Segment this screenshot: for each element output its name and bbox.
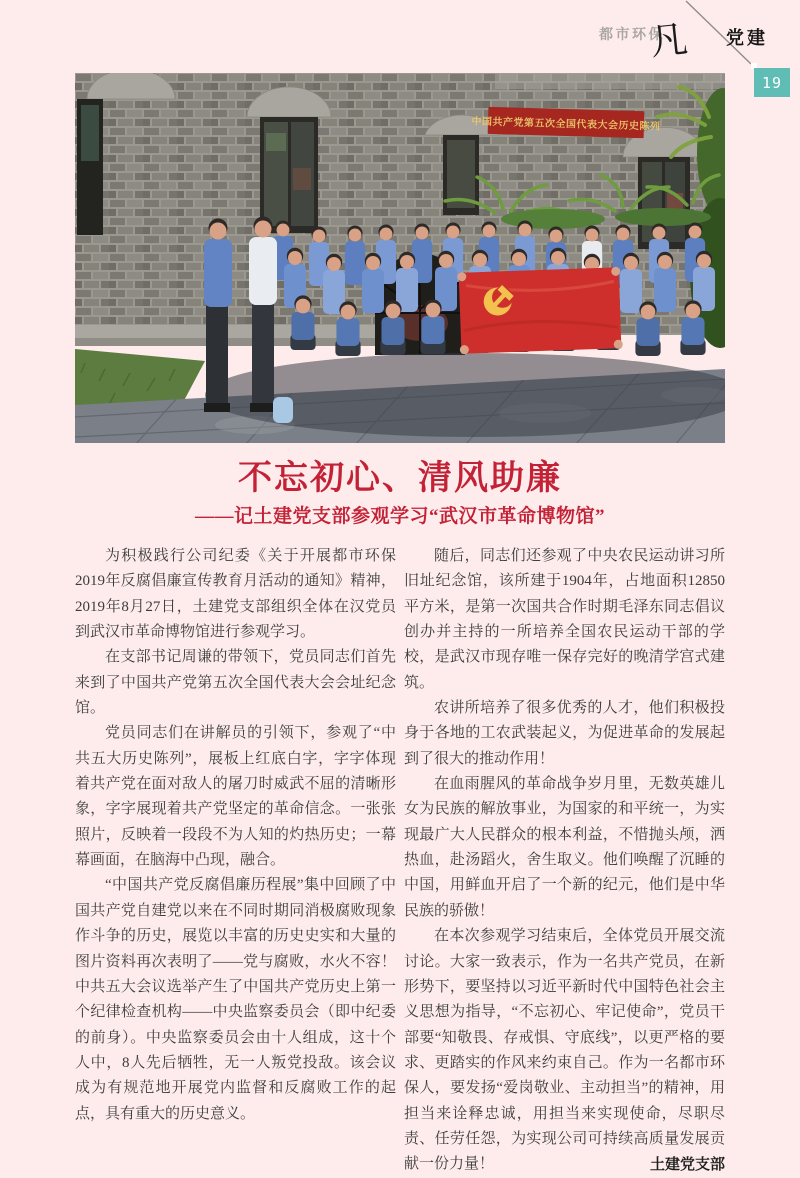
group-photo-illustration [75, 73, 725, 443]
crowd-shadow [205, 353, 725, 437]
article-title: 不忘初心、清风助廉 [238, 460, 562, 497]
paragraph: 随后，同志们还参观了中央农民运动讲习所旧址纪念馆，该所建于1904年，占地面积12850平方米，是第一次国共合作时期毛泽东同志倡议创办并主持的一所培养全国农民运动干部的学校，是武汉市现存唯一保存完好的晚清学宫式建筑。 [404, 548, 725, 691]
section-label: 党建 [726, 28, 768, 48]
article-column-right [404, 544, 725, 1178]
article-body [75, 544, 725, 1178]
paragraph: “中国共产党反腐倡廉历程展”集中回顾了中国共产党自建党以来在不同时期同消极腐败现象作斗争的历史，展览以丰富的历史史实和大量的图片资料再次表明了——党与腐败，水火不容！中共五大会议选举产生了中国共产党历史上第一个纪律检查机构——中央监察委员会（即中纪委的前身）。中央监察委员会由十人组成，这十个人中，8人先后牺牲，无一人叛党投敌。该会议成为有规范地开展党内监督和反腐败工作的起点，具有重大的历史意义。 [75, 877, 396, 1122]
paragraph [404, 924, 725, 1177]
calligraphy-logo-icon: 凡 [648, 17, 690, 64]
paragraph: 为积极践行公司纪委《关于开展都市环保2019年反腐倡廉宣传教育月活动的通知》精神，2019年8月27日，土建党支部组织全体在汉党员到武汉市革命博物馆进行参观学习。 [75, 548, 396, 641]
paragraph: 党员同志们在讲解员的引领下，参观了“中共五大历史陈列”，展板上红底白字，字字体现着共产党在面对敌人的屠刀时威武不屈的清晰形象，字字展现着共产党坚定的革命信念。一张张照片，反映着一段段不为人知的灼热历史；一幕幕画面，在脑海中凸现，融合。 [75, 725, 396, 869]
building-banner [471, 106, 661, 138]
article-signature: 土建党支部 [649, 1156, 725, 1174]
page-number-badge: 19 [754, 68, 790, 97]
wall-top-light [495, 73, 725, 89]
magazine-name: 都市环保 [599, 28, 665, 43]
article-subtitle: ——记土建党支部参观学习“武汉市革命博物馆” [194, 506, 605, 527]
article-column-left [75, 544, 396, 1178]
paragraph: 在支部书记周谦的带领下，党员同志们首先来到了中国共产党第五次全国代表大会会址纪念馆。 [75, 649, 396, 717]
light-blue-bag [273, 397, 293, 423]
group-photo [75, 73, 725, 443]
paragraph: 农讲所培养了很多优秀的人才，他们积极投身于各地的工农武装起义，为促进革命的发展起到了很大的推动作用！ [404, 700, 725, 767]
paragraph: 在血雨腥风的革命战争岁月里，无数英雄儿女为民族的解放事业，为国家的和平统一，为实现最广大人民群众的根本利益，不惜抛头颅，洒热血，赴汤蹈火，舍生取义。他们唤醒了沉睡的中国，用鲜血开启了一个新的纪元，他们是中华民族的骄傲！ [404, 776, 725, 919]
party-flag [457, 267, 623, 355]
banner-text: 中国共产党第五次全国代表大会历史陈列 [471, 116, 661, 133]
paragraph-text: 在本次参观学习结束后，全体党员开展交流讨论。大家一致表示，作为一名共产党员，在新形势下，要坚持以习近平新时代中国特色社会主义思想为指导，“不忘初心、牢记使命”，党员干部要“知敬畏、存戒惧、守底线”，以更严格的要求、更踏实的作风来约束自己。作为一名都市环保人，要发扬“爱岗敬业、主动担当”的精神，用担当来诠释忠诚，用担当来实现使命，尽职尽责、任劳任怨，为实现公司可持续高质量发展贡献一份力量！ [404, 928, 725, 1173]
